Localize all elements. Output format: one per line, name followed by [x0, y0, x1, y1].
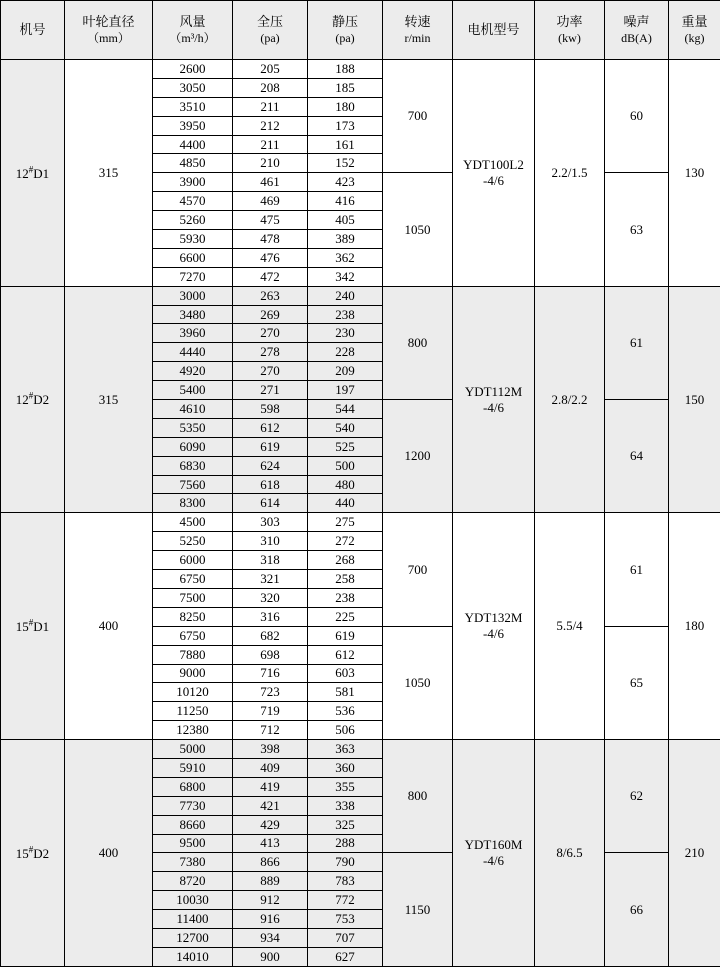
cell-static-pressure: 268 [308, 551, 383, 570]
cell-airflow: 9500 [153, 834, 233, 853]
cell-static-pressure: 603 [308, 664, 383, 683]
model-superscript: # [28, 390, 34, 401]
cell-total-pressure: 210 [233, 154, 308, 173]
table-row [1, 286, 720, 305]
cell-total-pressure: 429 [233, 815, 308, 834]
cell-static-pressure: 197 [308, 381, 383, 400]
cell-airflow: 8250 [153, 607, 233, 626]
cell-airflow: 6750 [153, 570, 233, 589]
cell-airflow: 10030 [153, 891, 233, 910]
cell-power: 2.8/2.2 [535, 286, 605, 513]
cell-noise: 64 [605, 400, 669, 513]
cell-airflow: 3000 [153, 286, 233, 305]
cell-rotation-speed: 800 [383, 740, 453, 853]
cell-static-pressure: 619 [308, 626, 383, 645]
cell-static-pressure: 338 [308, 796, 383, 815]
cell-total-pressure: 469 [233, 192, 308, 211]
cell-impeller-diameter: 400 [65, 740, 153, 967]
cell-airflow: 12700 [153, 928, 233, 947]
cell-weight: 210 [669, 740, 720, 967]
cell-airflow: 3510 [153, 97, 233, 116]
cell-total-pressure: 278 [233, 343, 308, 362]
cell-total-pressure: 461 [233, 173, 308, 192]
header-weight [669, 1, 720, 60]
header-power-line2: (kw) [558, 30, 581, 45]
cell-airflow: 11250 [153, 702, 233, 721]
cell-static-pressure: 342 [308, 267, 383, 286]
cell-total-pressure: 866 [233, 853, 308, 872]
cell-airflow: 7730 [153, 796, 233, 815]
cell-weight: 130 [669, 60, 720, 287]
cell-total-pressure: 682 [233, 626, 308, 645]
cell-static-pressure: 783 [308, 872, 383, 891]
model-number: 12#D1 [15, 164, 50, 181]
header-rotation-speed-line2: r/min [404, 30, 431, 45]
cell-total-pressure: 476 [233, 248, 308, 267]
header-rotation-speed [383, 1, 453, 60]
cell-total-pressure: 316 [233, 607, 308, 626]
cell-total-pressure: 263 [233, 286, 308, 305]
cell-airflow: 3480 [153, 305, 233, 324]
cell-airflow: 7380 [153, 853, 233, 872]
cell-static-pressure: 544 [308, 400, 383, 419]
cell-static-pressure: 258 [308, 570, 383, 589]
cell-static-pressure: 272 [308, 532, 383, 551]
cell-total-pressure: 912 [233, 891, 308, 910]
header-weight-line2: (kg) [684, 30, 705, 45]
header-model-line1: 机号 [19, 21, 46, 37]
cell-total-pressure: 310 [233, 532, 308, 551]
cell-noise: 61 [605, 286, 669, 399]
cell-weight: 180 [669, 513, 720, 740]
header-total-pressure-line1: 全压 [256, 14, 283, 30]
cell-static-pressure: 423 [308, 173, 383, 192]
motor-model-line1: YDT160M [464, 837, 523, 853]
header-total-pressure [233, 1, 308, 60]
cell-total-pressure: 413 [233, 834, 308, 853]
table-header [1, 1, 720, 60]
cell-noise: 66 [605, 853, 669, 967]
cell-model [1, 60, 65, 287]
cell-static-pressure: 480 [308, 475, 383, 494]
cell-airflow: 14010 [153, 947, 233, 966]
header-row [1, 1, 720, 60]
cell-total-pressure: 419 [233, 777, 308, 796]
cell-static-pressure: 536 [308, 702, 383, 721]
cell-static-pressure: 440 [308, 494, 383, 513]
cell-airflow: 3950 [153, 116, 233, 135]
cell-static-pressure: 238 [308, 305, 383, 324]
cell-airflow: 8300 [153, 494, 233, 513]
cell-airflow: 6830 [153, 456, 233, 475]
cell-motor-model [453, 60, 535, 287]
cell-static-pressure: 581 [308, 683, 383, 702]
cell-airflow: 5260 [153, 211, 233, 230]
cell-static-pressure: 525 [308, 437, 383, 456]
cell-static-pressure: 362 [308, 248, 383, 267]
cell-airflow: 6000 [153, 551, 233, 570]
cell-total-pressure: 614 [233, 494, 308, 513]
cell-total-pressure: 270 [233, 324, 308, 343]
cell-airflow: 6090 [153, 437, 233, 456]
cell-airflow: 5000 [153, 740, 233, 759]
cell-rotation-speed: 800 [383, 286, 453, 399]
cell-static-pressure: 707 [308, 928, 383, 947]
cell-total-pressure: 271 [233, 381, 308, 400]
cell-power: 2.2/1.5 [535, 60, 605, 287]
header-weight-line1: 重量 [681, 14, 708, 30]
motor-model-line2: -4/6 [483, 853, 504, 869]
cell-airflow: 4440 [153, 343, 233, 362]
cell-airflow: 6750 [153, 626, 233, 645]
header-static-pressure-line2: (pa) [335, 30, 355, 45]
header-noise-line1: 噪声 [623, 14, 650, 30]
header-impeller-diameter [65, 1, 153, 60]
cell-model [1, 513, 65, 740]
cell-static-pressure: 363 [308, 740, 383, 759]
cell-static-pressure: 612 [308, 645, 383, 664]
cell-static-pressure: 790 [308, 853, 383, 872]
cell-airflow: 6600 [153, 248, 233, 267]
cell-noise: 61 [605, 513, 669, 626]
cell-total-pressure: 211 [233, 97, 308, 116]
cell-airflow: 4500 [153, 513, 233, 532]
cell-power: 8/6.5 [535, 740, 605, 967]
model-superscript: # [28, 164, 34, 175]
cell-static-pressure: 753 [308, 910, 383, 929]
model-number: 12#D2 [15, 390, 50, 408]
cell-airflow: 5350 [153, 418, 233, 437]
cell-static-pressure: 355 [308, 777, 383, 796]
cell-total-pressure: 478 [233, 230, 308, 249]
cell-airflow: 5910 [153, 758, 233, 777]
motor-model-line1: YDT132M [464, 610, 523, 626]
cell-airflow: 4920 [153, 362, 233, 381]
header-motor-model-line1: 电机型号 [467, 21, 520, 37]
cell-total-pressure: 212 [233, 116, 308, 135]
cell-static-pressure: 275 [308, 513, 383, 532]
cell-static-pressure: 389 [308, 230, 383, 249]
cell-impeller-diameter: 315 [65, 60, 153, 287]
table-body [1, 60, 720, 967]
model-number: 15#D2 [15, 844, 50, 861]
cell-motor-model [453, 513, 535, 740]
cell-airflow: 7500 [153, 588, 233, 607]
cell-airflow: 7560 [153, 475, 233, 494]
cell-total-pressure: 320 [233, 588, 308, 607]
cell-total-pressure: 421 [233, 796, 308, 815]
cell-total-pressure: 398 [233, 740, 308, 759]
cell-airflow: 8720 [153, 872, 233, 891]
cell-static-pressure: 288 [308, 834, 383, 853]
model-superscript: # [28, 844, 34, 855]
cell-total-pressure: 472 [233, 267, 308, 286]
cell-airflow: 5400 [153, 381, 233, 400]
header-airflow [153, 1, 233, 60]
motor-model-line2: -4/6 [483, 172, 504, 188]
cell-total-pressure: 934 [233, 928, 308, 947]
cell-model [1, 740, 65, 967]
cell-static-pressure: 627 [308, 947, 383, 966]
header-static-pressure [308, 1, 383, 60]
cell-static-pressure: 506 [308, 721, 383, 740]
cell-airflow: 5250 [153, 532, 233, 551]
cell-noise: 65 [605, 626, 669, 739]
cell-airflow: 7880 [153, 645, 233, 664]
cell-total-pressure: 916 [233, 910, 308, 929]
cell-airflow: 8660 [153, 815, 233, 834]
motor-model-line2: -4/6 [483, 626, 504, 642]
cell-total-pressure: 612 [233, 418, 308, 437]
cell-static-pressure: 500 [308, 456, 383, 475]
model-number: 15#D1 [15, 617, 50, 634]
cell-airflow: 4570 [153, 192, 233, 211]
cell-static-pressure: 772 [308, 891, 383, 910]
model-superscript: # [28, 617, 34, 628]
cell-motor-model [453, 286, 535, 513]
cell-static-pressure: 228 [308, 343, 383, 362]
cell-static-pressure: 188 [308, 60, 383, 79]
header-impeller-diameter-line1: 叶轮直径 [82, 14, 135, 30]
cell-total-pressure: 205 [233, 60, 308, 79]
cell-airflow: 5930 [153, 230, 233, 249]
header-noise-line2: dB(A) [621, 30, 652, 45]
cell-airflow: 6800 [153, 777, 233, 796]
cell-total-pressure: 719 [233, 702, 308, 721]
cell-noise: 63 [605, 173, 669, 286]
cell-static-pressure: 185 [308, 78, 383, 97]
cell-airflow: 11400 [153, 910, 233, 929]
cell-static-pressure: 405 [308, 211, 383, 230]
cell-total-pressure: 303 [233, 513, 308, 532]
cell-total-pressure: 269 [233, 305, 308, 324]
cell-airflow: 9000 [153, 664, 233, 683]
header-power [535, 1, 605, 60]
cell-motor-model [453, 740, 535, 967]
cell-total-pressure: 619 [233, 437, 308, 456]
cell-static-pressure: 180 [308, 97, 383, 116]
cell-airflow: 3900 [153, 173, 233, 192]
cell-total-pressure: 624 [233, 456, 308, 475]
header-airflow-line1: 风量 [179, 14, 206, 30]
cell-static-pressure: 230 [308, 324, 383, 343]
cell-airflow: 3050 [153, 78, 233, 97]
cell-airflow: 4850 [153, 154, 233, 173]
cell-airflow: 2600 [153, 60, 233, 79]
cell-total-pressure: 716 [233, 664, 308, 683]
header-total-pressure-line2: (pa) [260, 30, 280, 45]
header-airflow-line2: （m³/h） [169, 30, 216, 45]
cell-total-pressure: 712 [233, 721, 308, 740]
cell-rotation-speed: 1050 [383, 173, 453, 286]
cell-rotation-speed: 1050 [383, 626, 453, 739]
header-static-pressure-line1: 静压 [331, 14, 358, 30]
cell-airflow: 12380 [153, 721, 233, 740]
cell-total-pressure: 889 [233, 872, 308, 891]
cell-static-pressure: 416 [308, 192, 383, 211]
table-row [1, 60, 720, 79]
header-power-line1: 功率 [556, 14, 583, 30]
header-model [1, 1, 65, 60]
cell-impeller-diameter: 400 [65, 513, 153, 740]
cell-static-pressure: 240 [308, 286, 383, 305]
cell-airflow: 3960 [153, 324, 233, 343]
header-motor-model [453, 1, 535, 60]
motor-model-line2: -4/6 [483, 399, 504, 415]
cell-total-pressure: 270 [233, 362, 308, 381]
cell-total-pressure: 409 [233, 758, 308, 777]
cell-weight: 150 [669, 286, 720, 513]
cell-total-pressure: 698 [233, 645, 308, 664]
cell-static-pressure: 161 [308, 135, 383, 154]
cell-static-pressure: 173 [308, 116, 383, 135]
cell-total-pressure: 321 [233, 570, 308, 589]
motor-model-line1: YDT112M [464, 383, 523, 399]
cell-total-pressure: 211 [233, 135, 308, 154]
cell-static-pressure: 360 [308, 758, 383, 777]
header-impeller-diameter-line2: （mm） [87, 30, 130, 45]
cell-noise: 60 [605, 60, 669, 173]
header-rotation-speed-line1: 转速 [404, 14, 431, 30]
cell-noise: 62 [605, 740, 669, 853]
cell-rotation-speed: 700 [383, 513, 453, 626]
cell-total-pressure: 618 [233, 475, 308, 494]
cell-static-pressure: 209 [308, 362, 383, 381]
cell-rotation-speed: 1150 [383, 853, 453, 967]
cell-model [1, 286, 65, 513]
cell-static-pressure: 225 [308, 607, 383, 626]
cell-total-pressure: 723 [233, 683, 308, 702]
cell-total-pressure: 598 [233, 400, 308, 419]
cell-power: 5.5/4 [535, 513, 605, 740]
cell-airflow: 7270 [153, 267, 233, 286]
header-noise [605, 1, 669, 60]
table-row [1, 740, 720, 759]
cell-static-pressure: 540 [308, 418, 383, 437]
cell-static-pressure: 152 [308, 154, 383, 173]
cell-static-pressure: 238 [308, 588, 383, 607]
cell-impeller-diameter: 315 [65, 286, 153, 513]
cell-airflow: 4400 [153, 135, 233, 154]
cell-total-pressure: 900 [233, 947, 308, 966]
cell-total-pressure: 475 [233, 211, 308, 230]
table-row [1, 513, 720, 532]
cell-airflow: 4610 [153, 400, 233, 419]
motor-model-line1: YDT100L2 [463, 156, 524, 172]
cell-airflow: 10120 [153, 683, 233, 702]
cell-total-pressure: 208 [233, 78, 308, 97]
cell-static-pressure: 325 [308, 815, 383, 834]
cell-total-pressure: 318 [233, 551, 308, 570]
cell-rotation-speed: 1200 [383, 400, 453, 513]
cell-rotation-speed: 700 [383, 60, 453, 173]
